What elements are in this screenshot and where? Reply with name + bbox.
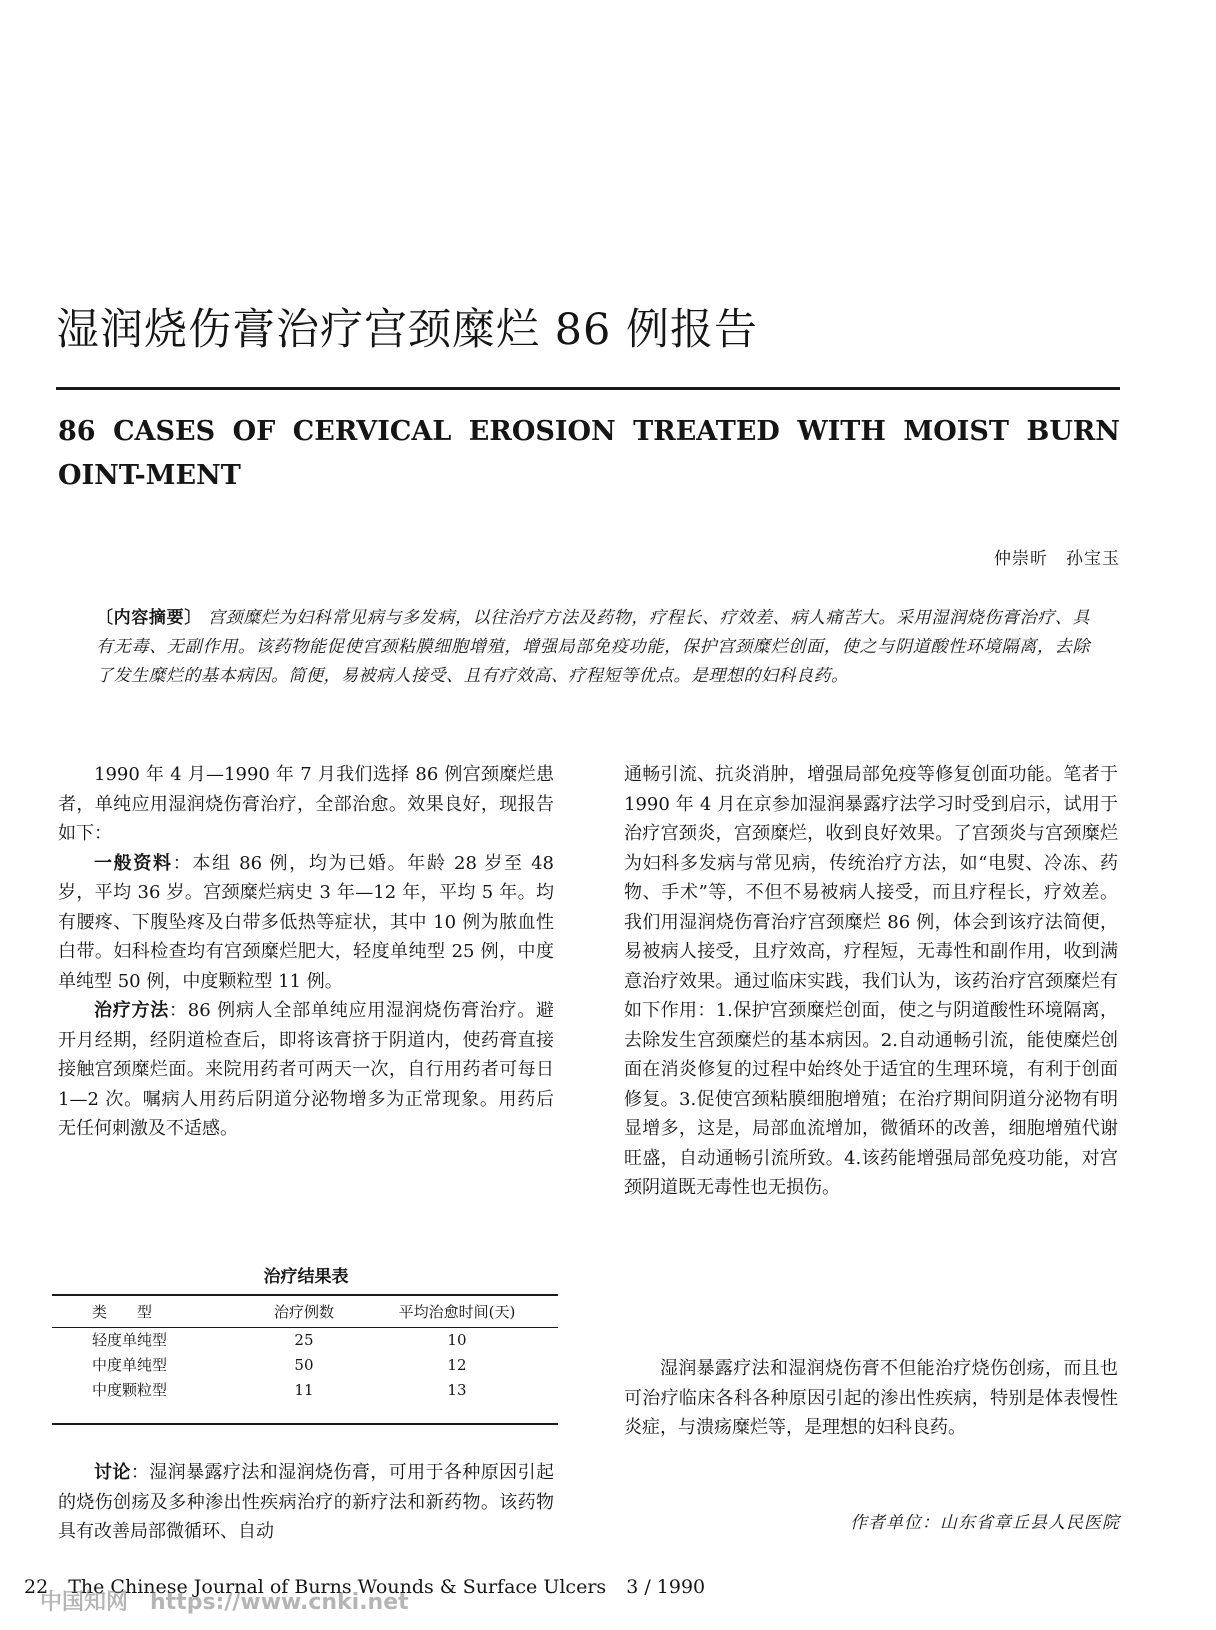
general-paragraph: [58, 849, 554, 997]
discussion-paragraph: [58, 1458, 554, 1547]
abstract: [96, 604, 1090, 691]
intro-paragraph: 1990 年 4 月—1990 年 7 月我们选择 86 例宫颈糜烂患者，单纯应用湿润烧伤膏治疗，全部治愈。效果良好，现报告如下：: [58, 764, 554, 844]
table-cell: 12: [447, 1356, 467, 1374]
right-column: [624, 760, 1118, 1203]
table-cell: 13: [447, 1381, 467, 1399]
discussion-text: ：湿润暴露疗法和湿润烧伤膏，可用于各种原因引起的烧伤创疡及多种渗出性疾病治疗的新疗法和新药物。该药物具有改善局部微循环、自动: [58, 1462, 555, 1542]
right-column-closing: [624, 1354, 1118, 1443]
title-divider: [56, 387, 1120, 390]
discussion-block: [58, 1458, 554, 1547]
table-header-type: 类 型: [52, 1295, 252, 1328]
table-row: [52, 1378, 558, 1424]
table-header-days: 平均治愈时间(天): [356, 1295, 558, 1328]
method-paragraph: [58, 996, 554, 1144]
table-cell: 50: [294, 1356, 314, 1374]
page-title-chinese: 湿润烧伤膏治疗宫颈糜烂 86 例报告: [56, 305, 759, 355]
cnki-watermark: 中国知网 https://www.cnki.net: [40, 1590, 409, 1615]
page-title-english: 86 CASES OF CERVICAL EROSION TREATED WITH MOIST BURN OINT-MENT: [58, 416, 1120, 491]
table-cell: 11: [294, 1381, 314, 1399]
discussion-label: 讨论: [94, 1462, 131, 1483]
method-label: 治疗方法: [94, 1000, 170, 1021]
results-table: [52, 1294, 558, 1425]
table-cell: 中度单纯型: [92, 1356, 168, 1374]
method-text: ：86 例病人全部单纯应用湿润烧伤膏治疗。避开月经期，经阴道检查后，即将该膏挤于阴道内，使药膏直接接触宫颈糜烂面。来院用药者可两天一次，自行用药者可每日 1—2 次。嘱病人用药后阴道分泌物增多为正常现象。用药后无任何刺激及不适感。: [58, 1000, 555, 1139]
table-row: [52, 1353, 558, 1378]
table-cell: 中度颗粒型: [92, 1381, 168, 1399]
right-paragraph-2: 湿润暴露疗法和湿润烧伤膏不但能治疗烧伤创疡，而且也可治疗临床各科各种原因引起的渗出性疾病，特别是体表慢性炎症，与溃疡糜烂等，是理想的妇科良药。: [624, 1358, 1118, 1438]
left-column: [58, 760, 554, 1144]
right-paragraph-1: 通畅引流、抗炎消肿，增强局部免疫等修复创面功能。笔者于 1990 年 4 月在京参加湿润暴露疗法学习时受到启示，试用于治疗宫颈炎，宫颈糜烂，收到良好效果。了宫颈炎与宫颈糜烂为妇科多发病与常见病，传统治疗方法，如“电熨、冷冻、药物、手术”等，不但不易被病人接受，而且疗程长，疗效差。我们用湿润烧伤膏治疗宫颈糜烂 86 例，体会到该疗法简便，易被病人接受，且疗效高，疗程短，无毒性和副作用，收到满意治疗效果。通过临床实践，我们认为，该药治疗宫颈糜烂有如下作用：1.保护宫颈糜烂创面，使之与阴道酸性环境隔离，去除发生宫颈糜烂的基本病因。2.自动通畅引流，能使糜烂创面在消炎修复的过程中始终处于适宜的生理环境，有利于创面修复。3.促使宫颈粘膜细胞增殖；在治疗期间阴道分泌物有明显增多，这是，局部血流增加，微循环的改善，细胞增殖代谢旺盛，自动通畅引流所致。4.该药能增强局部免疫功能，对宫颈阴道既无毒性也无损伤。: [624, 764, 1118, 1198]
issue-number: 3 / 1990: [626, 1576, 706, 1598]
authors: 仲崇昕 孙宝玉: [994, 549, 1120, 569]
table-cell: 10: [447, 1331, 467, 1349]
table-header-row: [52, 1295, 558, 1328]
general-text: ：本组 86 例，均为已婚。年龄 28 岁至 48 岁，平均 36 岁。宫颈糜烂病史 3 年—12 年，平均 5 年。均有腰疼、下腹坠疼及白带多低热等症状，其中 10 例为脓血性白带。妇科检查均有宫颈糜烂肥大，轻度单纯型 25 例，中度单纯型 50 例，中度颗粒型 11 例。: [58, 852, 555, 992]
journal-name: The Chinese Journal of Burns Wounds & Surface Ulcers: [68, 1576, 607, 1598]
general-label: 一般资料: [94, 852, 173, 874]
table-cell: 25: [294, 1331, 314, 1349]
abstract-text: 宫颈糜烂为妇科常见病与多发病，以往治疗方法及药物，疗程长、疗效差、病人痛苦大。采用湿润烧伤膏治疗、具有无毒、无副作用。该药物能促使宫颈粘膜细胞增殖，增强局部免疫功能，保护宫颈糜烂创面，使之与阴道酸性环境隔离，去除了发生糜烂的基本病因。简便，易被病人接受、且有疗效高、疗程短等优点。是理想的妇科良药。: [96, 608, 1091, 686]
table-cell: 轻度单纯型: [92, 1331, 168, 1349]
page-number: 22: [24, 1576, 49, 1598]
table-title: 治疗结果表: [263, 1267, 349, 1287]
table-header-cases: 治疗例数: [252, 1295, 356, 1328]
table-row: [52, 1328, 558, 1354]
author-affiliation: 作者单位：山东省章丘县人民医院: [850, 1513, 1120, 1533]
abstract-label: 〔内容摘要〕: [96, 608, 202, 628]
